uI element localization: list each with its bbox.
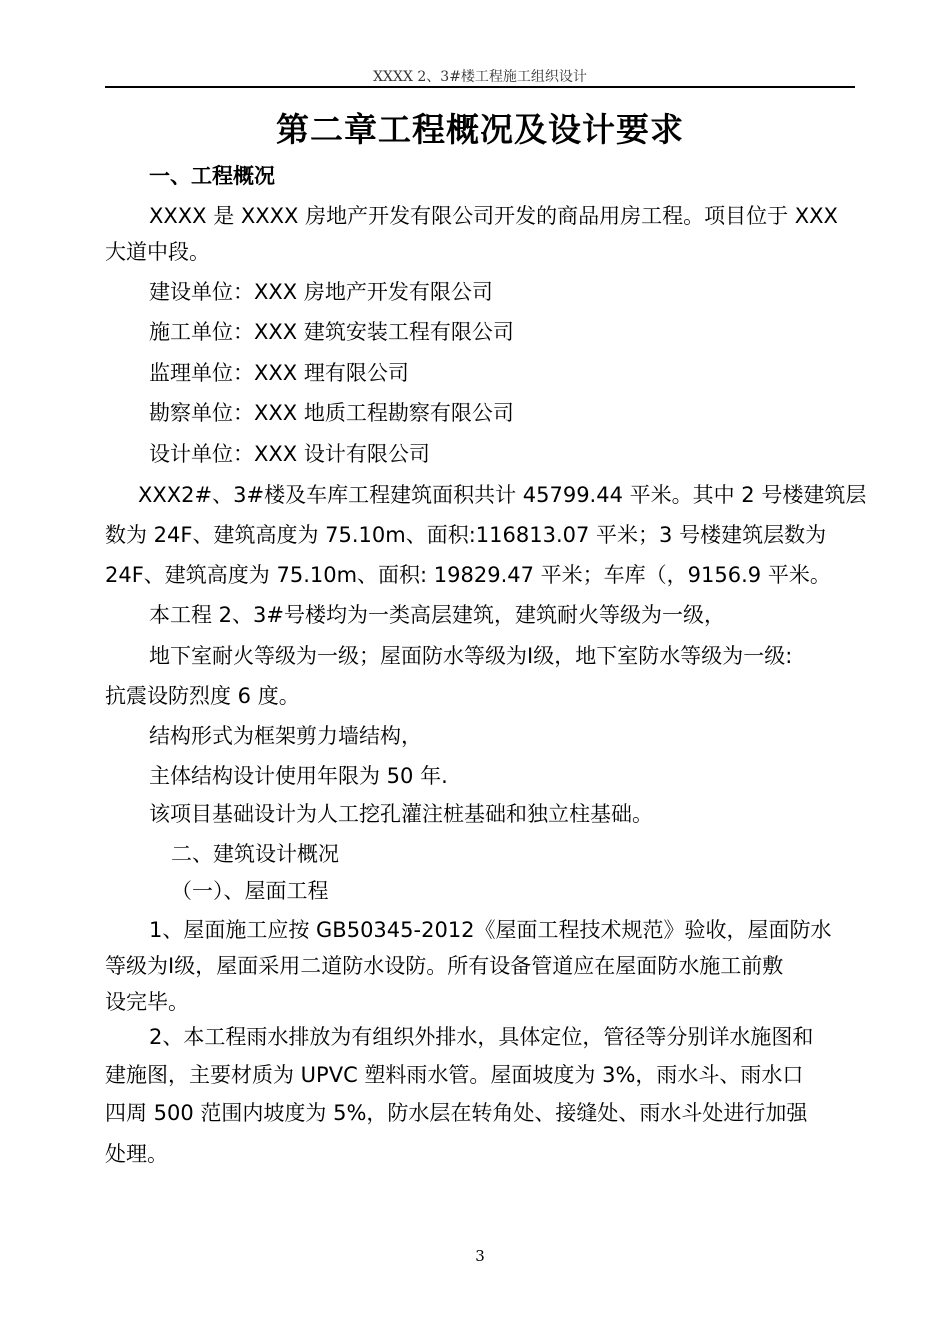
unit-construction: 建设单位：XXX 房地产开发有限公司 <box>149 280 493 304</box>
chapter-title: 第二章工程概况及设计要求 <box>276 110 684 149</box>
unit-survey: 勘察单位：XXX 地质工程勘察有限公司 <box>149 401 514 425</box>
paragraph-line: 1、屋面施工应按 GB50345-2012《屋面工程技术规范》验收，屋面防水 <box>149 918 832 942</box>
paragraph-line: 结构形式为框架剪力墙结构， <box>149 724 422 748</box>
paragraph-line: XXXX 是 XXXX 房地产开发有限公司开发的商品用房工程。项目位于 XXX <box>149 204 838 228</box>
section-heading-design: 二、建筑设计概况 <box>171 842 339 866</box>
unit-supervision: 监理单位：XXX 理有限公司 <box>149 361 409 385</box>
paragraph-line: 本工程 2、3#号楼均为一类高层建筑，建筑耐火等级为一级， <box>149 603 725 627</box>
unit-contractor: 施工单位：XXX 建筑安装工程有限公司 <box>149 320 514 344</box>
header-divider <box>105 86 855 88</box>
page-number: 3 <box>475 1247 485 1265</box>
paragraph-line: 数为 24F、建筑高度为 75.10m、面积:116813.07 平米；3 号楼建筑层数为 <box>105 523 827 547</box>
running-header: XXXX 2、3#楼工程施工组织设计 <box>373 69 587 85</box>
paragraph-line: 该项目基础设计为人工挖孔灌注桩基础和独立柱基础。 <box>149 802 653 826</box>
paragraph-line: 地下室耐火等级为一级；屋面防水等级为Ⅰ级，地下室防水等级为一级: <box>149 644 793 668</box>
paragraph-line: 四周 500 范围内坡度为 5%，防水层在转角处、接缝处、雨水斗处进行加强 <box>105 1101 808 1125</box>
paragraph-line: 建施图，主要材质为 UPVC 塑料雨水管。屋面坡度为 3%，雨水斗、雨水口 <box>105 1063 804 1087</box>
unit-design: 设计单位：XXX 设计有限公司 <box>149 442 430 466</box>
paragraph-line: 设完毕。 <box>105 990 189 1014</box>
paragraph-line: 2、本工程雨水排放为有组织外排水，具体定位，管径等分别详水施图和 <box>149 1025 814 1049</box>
section-heading-overview: 一、工程概况 <box>149 164 275 188</box>
paragraph-line: 抗震设防烈度 6 度。 <box>105 684 300 708</box>
subsection-heading-roof: （一）、屋面工程 <box>171 879 329 903</box>
paragraph-line: 主体结构设计使用年限为 50 年. <box>149 764 448 788</box>
paragraph-line: 处理。 <box>105 1142 168 1166</box>
paragraph-line: XXX2#、3#楼及车库工程建筑面积共计 45799.44 平米。其中 2 号楼建筑层 <box>138 483 867 507</box>
paragraph-line: 等级为Ⅰ级，屋面采用二道防水设防。所有设备管道应在屋面防水施工前敷 <box>105 954 784 978</box>
paragraph-line: 24F、建筑高度为 75.10m、面积: 19829.47 平米；车库（，9156.9 平米。 <box>105 563 831 587</box>
paragraph-line: 大道中段。 <box>105 240 210 264</box>
